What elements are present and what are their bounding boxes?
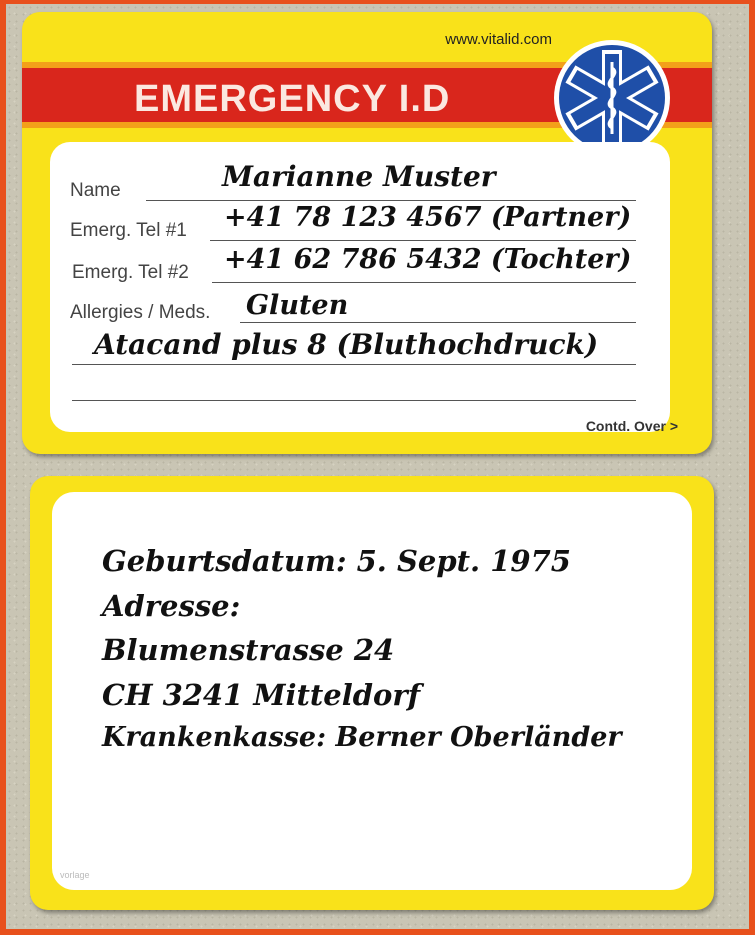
front-card [22, 12, 712, 454]
tel2-line [212, 282, 636, 283]
name-label: Name [70, 180, 121, 201]
tel1-label: Emerg. Tel #1 [70, 220, 187, 241]
website-url: www.vitalid.com [445, 31, 552, 48]
street-line: Blumenstrasse 24 [102, 633, 395, 667]
meds-line [72, 364, 636, 365]
insurance-line: Krankenkasse: Berner Oberländer [102, 722, 622, 753]
tel1-line [210, 240, 636, 241]
city-line: CH 3241 Mitteldorf [102, 678, 421, 712]
birthdate-line: Geburtsdatum: 5. Sept. 1975 [102, 544, 571, 578]
card-title: EMERGENCY I.D [134, 78, 451, 120]
tel2-value: +41 62 786 5432 (Tochter) [224, 244, 632, 275]
meds-value: Atacand plus 8 (Bluthochdruck) [94, 328, 599, 361]
star-of-life-icon [552, 38, 672, 158]
allergies-value: Gluten [246, 290, 349, 321]
address-label: Adresse: [102, 589, 241, 623]
allergies-line [240, 322, 636, 323]
back-panel [52, 492, 692, 890]
blank-line [72, 400, 636, 401]
tel1-value: +41 78 123 4567 (Partner) [224, 202, 632, 233]
continued-over-note: Contd. Over > [585, 418, 678, 434]
info-panel [50, 142, 670, 432]
allergies-label: Allergies / Meds. [70, 302, 211, 323]
name-value: Marianne Muster [222, 160, 496, 193]
name-line [146, 200, 636, 201]
back-card [30, 476, 714, 910]
tel2-label: Emerg. Tel #2 [72, 262, 189, 283]
watermark: vorlage [60, 870, 90, 880]
